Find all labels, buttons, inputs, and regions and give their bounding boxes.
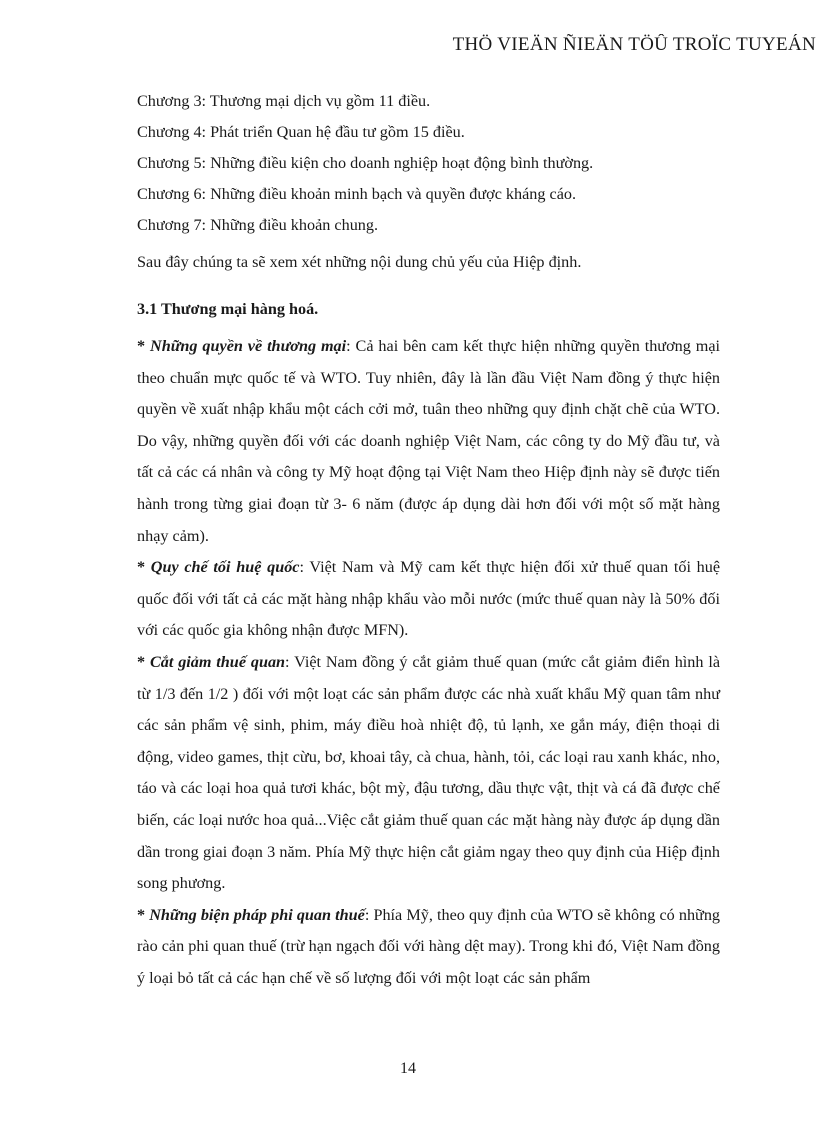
paragraph-prefix: * <box>137 905 150 924</box>
paragraph-non-tariff <box>137 900 720 995</box>
paragraph-text: : Việt Nam và Mỹ cam kết thực hiện đối xử thuế quan tối huệ quốc đối với tất cả các mặt hàng nhập khẩu vào mỗi nước (mức thuế quan này là 50% đối với các quốc gia không nhận được MFN). <box>137 558 721 640</box>
paragraph-mfn <box>137 552 720 647</box>
paragraph-term: Những quyền về thương mại <box>150 337 347 355</box>
document-body <box>137 86 720 994</box>
section-heading: 3.1 Thương mại hàng hoá. <box>137 300 319 318</box>
paragraph-term: Cắt giảm thuế quan <box>149 652 286 671</box>
page-header: THÖ VIEÄN ÑIEÄN TÖÛ TROÏC TUYEÁN <box>452 34 816 55</box>
paragraph-text: : Cả hai bên cam kết thực hiện những quyền thương mại theo chuẩn mực quốc tế và WTO. Tuy nhiên, đây là lần đầu Việt Nam đồng ý thực hiện quyền về xuất nhập khẩu một cách cởi mở, tuân theo những quy định chặt chẽ của WTO. Do vậy, những quyền đối với các doanh nghiệp Việt Nam, các công ty do Mỹ đầu tư, và tất cả các cá nhân và công ty Mỹ hoạt động tại Việt Nam theo Hiệp định này sẽ được tiến hành trong từng giai đoạn từ 3- 6 năm (được áp dụng dài hơn đối với một số mặt hàng nhạy cảm). <box>137 337 720 545</box>
chapter-line: Chương 3: Thương mại dịch vụ gồm 11 điều. <box>137 92 431 110</box>
chapter-line: Chương 6: Những điều khoản minh bạch và quyền được kháng cáo. <box>137 185 577 203</box>
paragraph-text: : Phía Mỹ, theo quy định của WTO sẽ không có những rào cản phi quan thuế (trừ hạn ngạch đối với hàng dệt may). Trong khi đó, Việt Nam đồng ý loại bỏ tất cả các hạn chế về số lượng đối với một loạt các sản phẩm <box>137 905 721 987</box>
chapter-line: Chương 7: Những điều khoản chung. <box>137 216 379 234</box>
chapter-line: Chương 4: Phát triển Quan hệ đầu tư gồm 15 điều. <box>137 123 465 141</box>
paragraph-text: : Việt Nam đồng ý cắt giảm thuế quan (mức cắt giảm điển hình là từ 1/3 đến 1/2 ) đối với một loạt các sản phẩm được các nhà xuất khẩu Mỹ quan tâm như các sản phẩm vệ sinh, phim, máy điều hoà nhiệt độ, tủ lạnh, xe gắn máy, điện thoại di động, video games, thịt cừu, bơ, khoai tây, cà chua, hành, tỏi, các loại rau xanh khác, nho, táo và các loại hoa quả tươi khác, bột mỳ, đậu tương, dầu thực vật, thịt và cá đã được chế biến, các loại nước hoa quả...Việc cắt giảm thuế quan các mặt hàng này được áp dụng dần dần trong giai đoạn 3 năm. Phía Mỹ thực hiện cắt giảm ngay theo quy định của Hiệp định song phương. <box>137 652 721 893</box>
paragraph-trade-rights <box>137 331 720 552</box>
paragraph-term: Những biện pháp phi quan thuế <box>149 905 365 924</box>
page-number: 14 <box>400 1060 416 1077</box>
intro-paragraph: Sau đây chúng ta sẽ xem xét những nội dung chủ yếu của Hiệp định. <box>137 253 582 271</box>
paragraph-term: Quy chế tối huệ quốc <box>150 558 300 577</box>
paragraph-prefix: * <box>137 652 150 671</box>
paragraph-tariff-cuts <box>137 647 720 900</box>
paragraph-prefix: * <box>137 337 151 355</box>
chapter-line: Chương 5: Những điều kiện cho doanh nghiệp hoạt động bình thường. <box>137 154 594 172</box>
paragraph-prefix: * <box>137 558 151 577</box>
